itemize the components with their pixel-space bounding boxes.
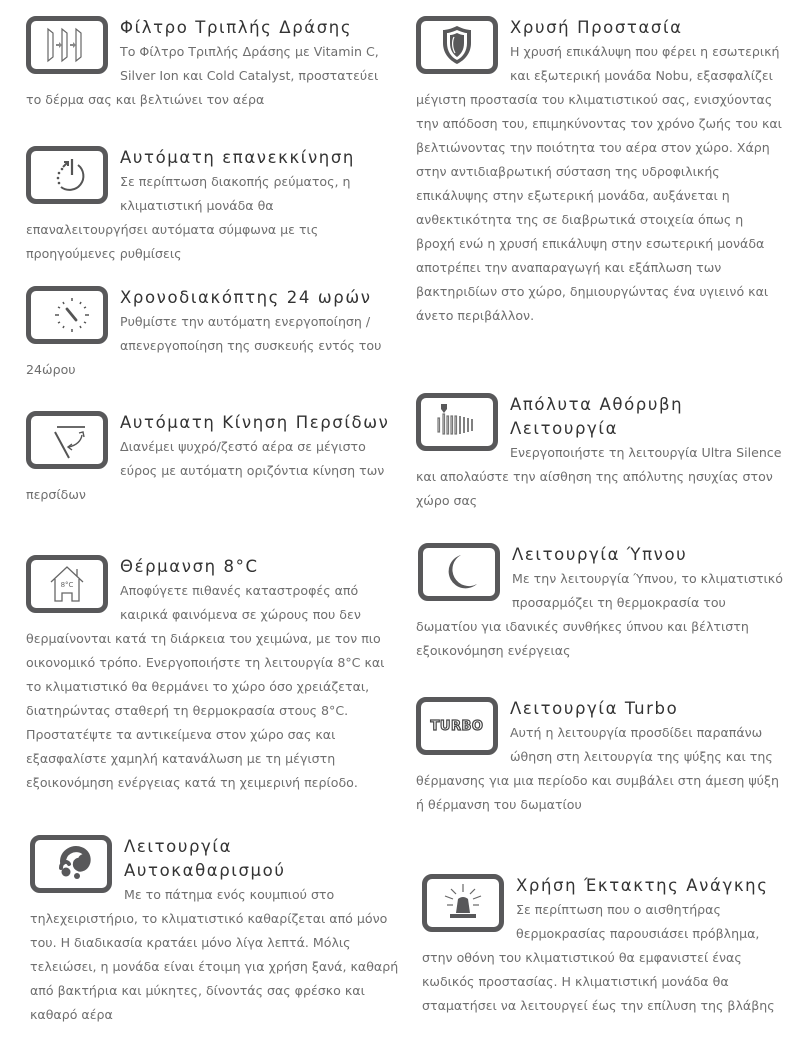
feature-title: Χρυσή Προστασία bbox=[510, 18, 683, 37]
turbo-icon bbox=[416, 697, 498, 755]
house-8c-icon bbox=[26, 555, 108, 613]
feature-description: Σε περίπτωση που ο αισθητήρας θερμοκρασίας παρουσιάσει πρόβλημα, στην οθόνη του κλιματιστικού θα εμφανιστεί ένας κωδικός προστασίας. Η κλιματιστική μονάδα θα σταματήσει να λειτουργεί έως την επίλυση της βλάβης bbox=[422, 902, 775, 1013]
clock-icon bbox=[26, 286, 108, 344]
feature-description: Ρυθμίστε την αυτόματη ενεργοποίηση / απενεργοποίηση της συσκευής εντός του 24ώρου bbox=[26, 314, 382, 377]
feature-title: Χρήση Έκτακτης Ανάγκης bbox=[516, 876, 769, 895]
feature-description: Σε περίπτωση διακοπής ρεύματος, η κλιματιστική μονάδα θα επαναλειτουργήσει αυτόματα σύμφωνα με τις προηγούμενες ρυθμίσεις bbox=[26, 174, 351, 261]
feature-timer-24h bbox=[26, 286, 396, 382]
feature-title: Απόλυτα Αθόρυβη Λειτουργία bbox=[510, 395, 684, 438]
silence-bars-icon bbox=[416, 393, 498, 451]
feature-turbo-mode bbox=[416, 697, 786, 817]
alarm-beacon-icon bbox=[422, 874, 504, 932]
feature-title: Λειτουργία Turbo bbox=[510, 699, 679, 718]
feature-auto-restart bbox=[26, 146, 396, 266]
feature-description: Με την λειτουργία Ύπνου, το κλιματιστικό προσαρμόζει τη θερμοκρασία του δωματίου για ιδανικές συνθήκες ύπνου και βέλτιστη εξοικονόμηση ενέργειας bbox=[416, 571, 783, 658]
house-icon-label: 8°C bbox=[60, 581, 74, 589]
feature-triple-filter bbox=[26, 16, 396, 112]
feature-title: Φίλτρο Τριπλής Δράσης bbox=[120, 18, 353, 37]
moon-icon bbox=[418, 543, 500, 601]
feature-description: Ενεργοποιήστε τη λειτουργία Ultra Silence και απολαύστε την αίσθηση της απόλυτης ησυχίας στον χώρο σας bbox=[416, 445, 782, 508]
feature-description: Αποφύγετε πιθανές καταστροφές από καιρικά φαινόμενα σε χώρους που δεν θερμαίνονται κατά τη διάρκεια του χειμώνα, με τον πιο οικονομικό τρόπο. Ενεργοποιήστε τη λειτουργία 8°C και το κλιματιστικό θα θερμάνει το χώρο όσο χρειάζεται, διατηρώντας σταθερή τη θερμοκρασία στους 8°C. Προστατέψτε τα αντικείμενα στον χώρο σας και εξασφαλίστε χαμηλή κατανάλωση με τη μέγιστη εξοικονόμηση ενέργειας κατά τη χειμερινή περίοδο. bbox=[26, 583, 385, 790]
shield-icon bbox=[416, 16, 498, 74]
louver-swing-icon bbox=[26, 411, 108, 469]
self-clean-icon bbox=[30, 835, 112, 893]
feature-sleep-mode bbox=[416, 543, 786, 663]
feature-emergency bbox=[422, 874, 787, 1018]
feature-heating-8c bbox=[26, 555, 396, 795]
triple-filter-icon bbox=[26, 16, 108, 74]
feature-title: Χρονοδιακόπτης 24 ωρών bbox=[120, 288, 372, 307]
turbo-icon-label: TURBO bbox=[430, 719, 484, 734]
feature-description: Με το πάτημα ενός κουμπιού στο τηλεχειριστήριο, το κλιματιστικό καθαρίζεται από μόνο του. Η διαδικασία κρατάει μόνο λίγα λεπτά. Μόλις τελειώσει, η μονάδα είναι έτοιμη για χρήση ξανά, καθαρή από βακτήρια και μύκητες, δίνοντάς σας φρέσκο και καθαρό αέρα bbox=[30, 887, 399, 1022]
feature-ultra-silence bbox=[416, 393, 786, 513]
feature-description: Η χρυσή επικάλυψη που φέρει η εσωτερική και εξωτερική μονάδα Nobu, εξασφαλίζει μέγιστη προστασία του κλιματιστικού σας, ενισχύοντας την απόδοση του, επιμηκύνοντας τον χρόνο ζωής του και βελτιώνοντας την ποιότητα του αέρα στον χώρο. Χάρη στην αντιδιαβρωτική σύσταση της υδροφιλικής επικάλυψης στην εξωτερική μονάδα, αυξάνεται η ανθεκτικότητα της σε διαβρωτικά στοιχεία όπως η βροχή ενώ η χρυσή επικάλυψη στην εσωτερική μονάδα αποτρέπει την αναπαραγωγή και εξάπλωση των βακτηριδίων στο χώρο, δημιουργώντας ένα υγιεινό και άνετο περιβάλλον. bbox=[416, 44, 782, 323]
feature-title: Λειτουργία Αυτοκαθαρισμού bbox=[124, 837, 286, 880]
feature-description: Αυτή η λειτουργία προσδίδει παραπάνω ώθηση στη λειτουργία της ψύξης και της θέρμανσης για μια περίοδο και συμβάλει στη άμεση ψύξη ή θέρμανση του δωματίου bbox=[416, 725, 779, 812]
feature-description: Διανέμει ψυχρό/ζεστό αέρα σε μέγιστο εύρος με αυτόματη οριζόντια κίνηση των περσίδων bbox=[26, 439, 385, 502]
feature-title: Λειτουργία Ύπνου bbox=[512, 545, 688, 564]
feature-gold-protection bbox=[416, 16, 786, 328]
feature-title: Αυτόματη Κίνηση Περσίδων bbox=[120, 413, 390, 432]
feature-self-cleaning bbox=[30, 835, 400, 1027]
power-restart-icon bbox=[26, 146, 108, 204]
feature-title: Θέρμανση 8°C bbox=[120, 557, 259, 576]
feature-title: Αυτόματη επανεκκίνηση bbox=[120, 148, 355, 167]
feature-description: Το Φίλτρο Τριπλής Δράσης με Vitamin C, Silver Ion και Cold Catalyst, προστατεύει το δέρμα σας και βελτιώνει τον αέρα bbox=[26, 44, 379, 107]
feature-auto-swing bbox=[26, 411, 396, 507]
